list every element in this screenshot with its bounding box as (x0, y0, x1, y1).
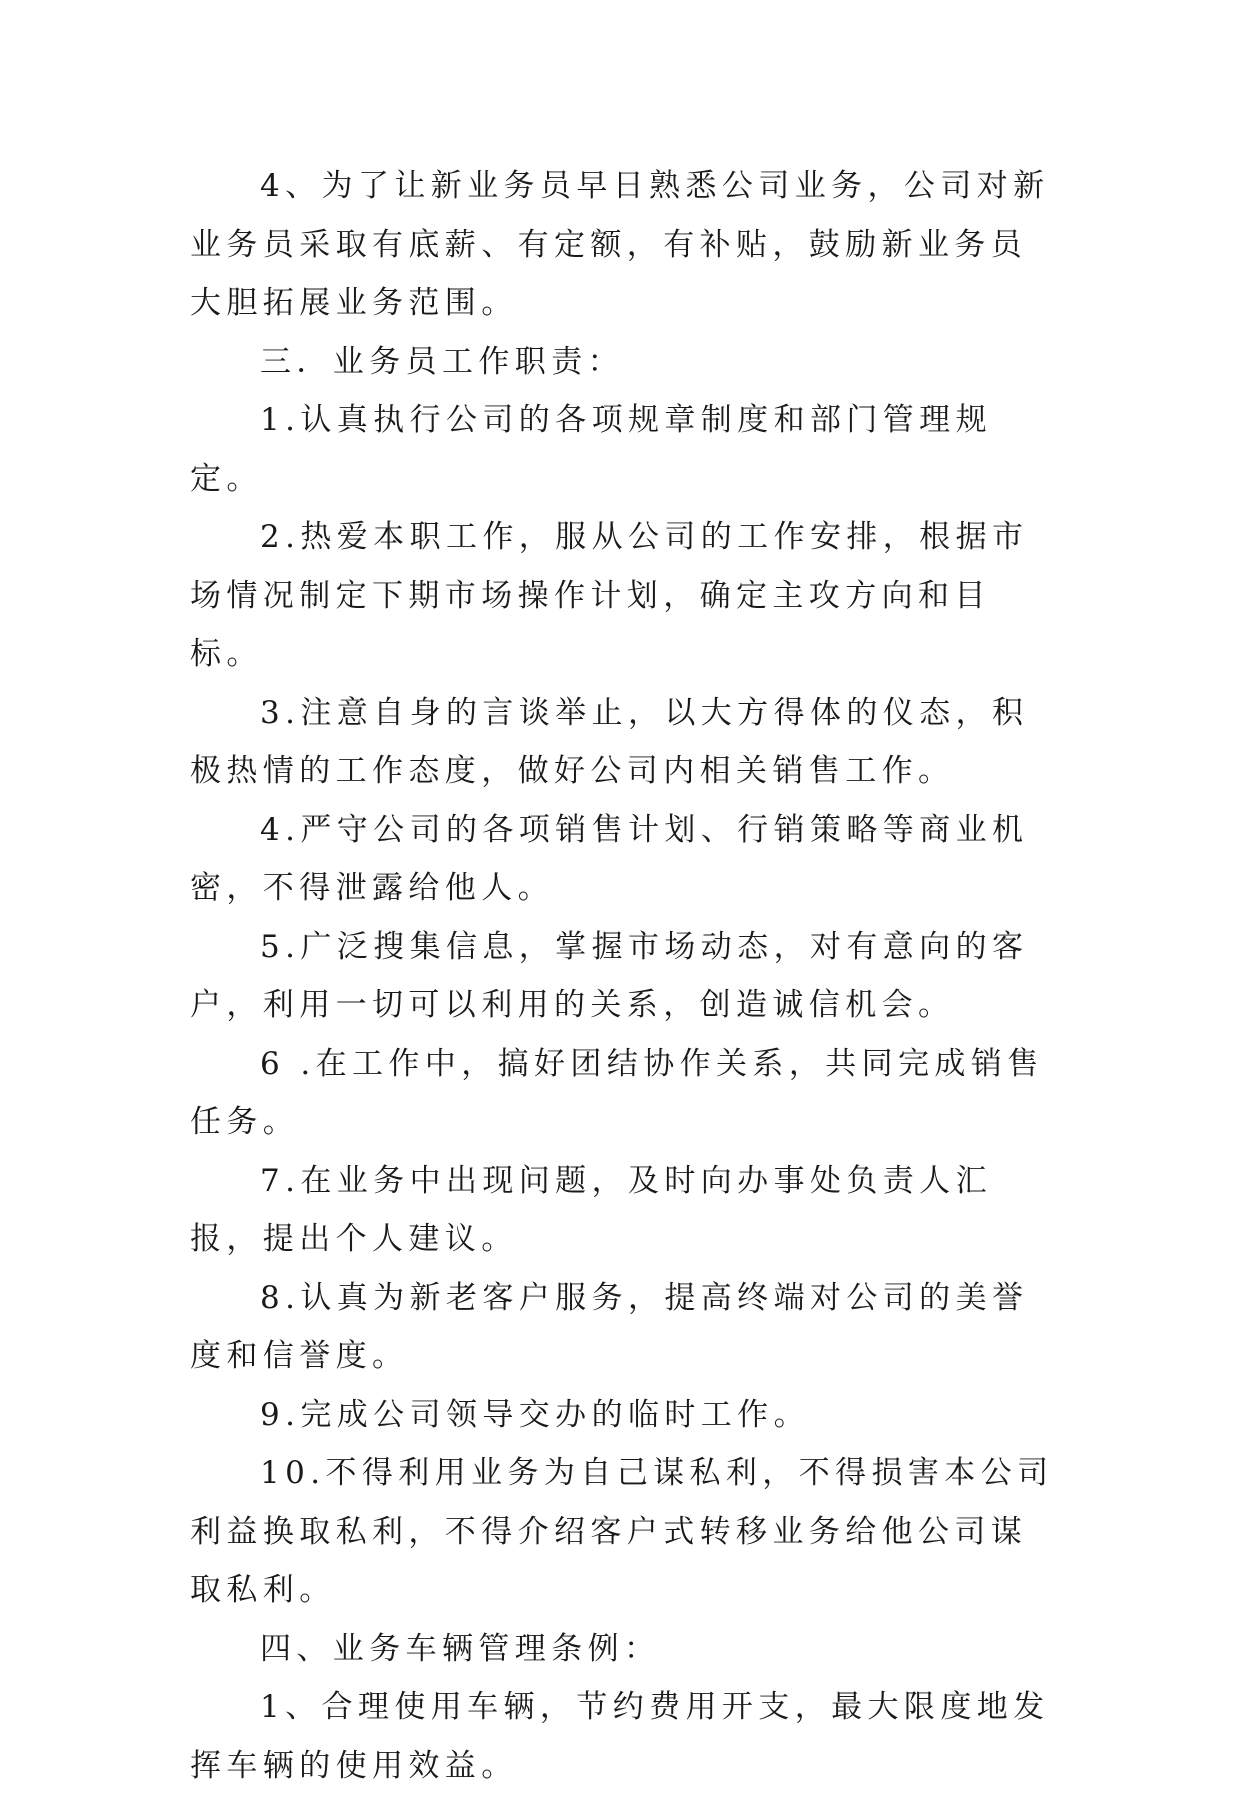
duty-item-10: 10.不得利用业务为自己谋私利，不得损害本公司利益换取私利，不得介绍客户式转移业务给他公司谋取私利。 (190, 1455, 1054, 1608)
vehicle-rule-item-1: 1、合理使用车辆，节约费用开支，最大限度地发挥车辆的使用效益。 (190, 1689, 1050, 1784)
duty-item-1: 1.认真执行公司的各项规章制度和部门管理规定。 (190, 402, 992, 497)
duty-item-2: 2.热爱本职工作，服从公司的工作安排，根据市场情况制定下期市场操作计划，确定主攻方向和目标。 (190, 519, 1029, 672)
duty-item-8: 8.认真为新老客户服务，提高终端对公司的美誉度和信誉度。 (190, 1279, 1029, 1374)
duty-item-5: 5.广泛搜集信息，掌握市场动态，对有意向的客户，利用一切可以利用的关系，创造诚信机会。 (190, 928, 1029, 1023)
duty-item-3: 3.注意自身的言谈举止，以大方得体的仪态，积极热情的工作态度，做好公司内相关销售工作。 (190, 694, 1029, 789)
document-body (190, 157, 1060, 1795)
section-heading-duties: 三．业务员工作职责： (260, 343, 624, 380)
duty-item-4: 4.严守公司的各项销售计划、行销策略等商业机密，不得泄露给他人。 (190, 811, 1029, 906)
section-heading-vehicles: 四、业务车辆管理条例： (260, 1630, 661, 1667)
duty-item-9: 9.完成公司领导交办的临时工作。 (260, 1396, 810, 1433)
duty-item-7: 7.在业务中出现问题，及时向办事处负责人汇报，提出个人建议。 (190, 1162, 992, 1257)
duty-item-6: 6 .在工作中，搞好团结协作关系，共同完成销售任务。 (190, 1045, 1044, 1140)
paragraph-new-salesperson-policy: 4、为了让新业务员早日熟悉公司业务，公司对新业务员采取有底薪、有定额，有补贴，鼓励新业务员大胆拓展业务范围。 (190, 168, 1050, 321)
